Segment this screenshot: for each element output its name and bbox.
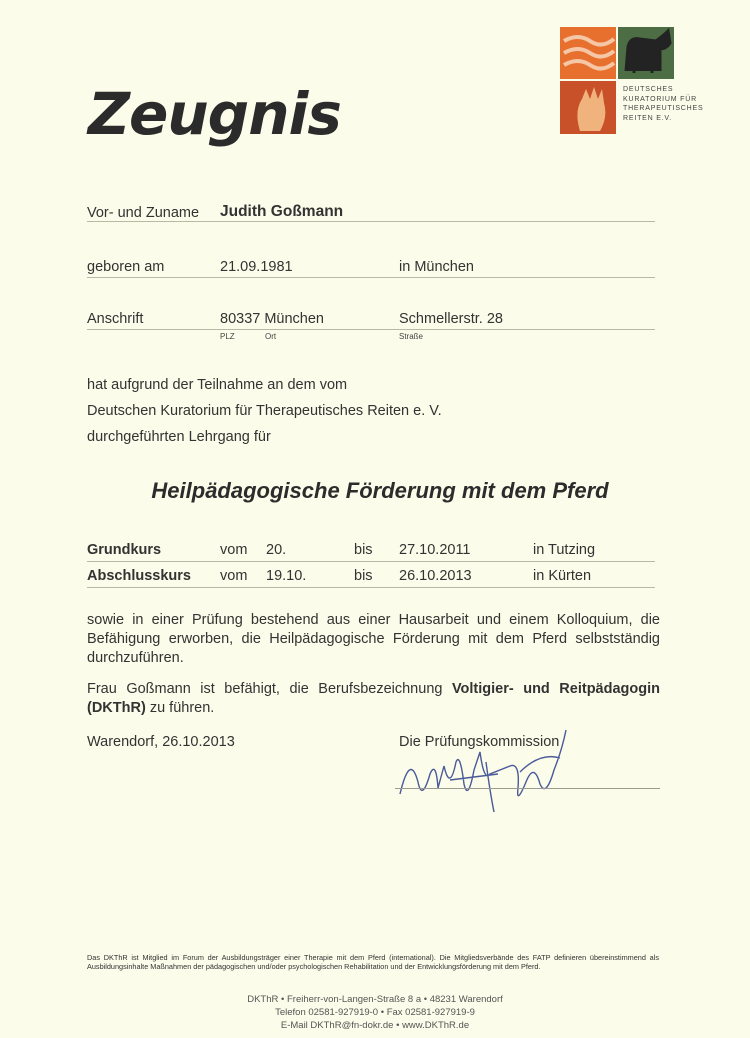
course-bis: bis (354, 568, 373, 584)
signature (390, 722, 590, 822)
name-label: Vor- und Zuname (87, 205, 200, 221)
title-paragraph (87, 680, 660, 718)
title-paragraph-pre: Frau Goßmann ist befähigt, die Berufsbezeichnung (87, 681, 452, 697)
course-vom: vom (220, 542, 248, 558)
address-street: Schmellerstr. 28 (399, 311, 503, 327)
course-vom: vom (220, 568, 248, 584)
born-date: 21.09.1981 (220, 259, 293, 275)
divider (87, 221, 655, 222)
logo-text (623, 85, 703, 123)
divider (87, 587, 655, 588)
sub-strasse: Straße (399, 332, 424, 341)
qualification-paragraph: sowie in einer Prüfung bestehend aus einer Hausarbeit und einem Kolloquium, die Befähigung erworben, die Heilpädagogische Förderung mit dem Pferd selbstständig durchzuführen. (87, 612, 660, 666)
footer-address: DKThR • Freiherr-von-Langen-Straße 8 a • 48231 Warendorf (247, 994, 503, 1005)
course-bis: bis (354, 542, 373, 558)
course-name: Grundkurs (87, 542, 162, 558)
place-date: Warendorf, 26.10.2013 (87, 734, 235, 750)
professional-title: Voltigier- und Reitpädagogin (DKThR) (87, 681, 660, 716)
address-label: Anschrift (87, 311, 144, 327)
born-label: geboren am (87, 259, 165, 275)
person-name: Judith Goßmann (220, 203, 344, 220)
footer-phone: Telefon 02581-927919-0 • Fax 02581-927919-9 (275, 1007, 475, 1018)
sub-ort: Ort (265, 332, 277, 341)
intro-line: durchgeführten Lehrgang für (87, 429, 271, 445)
sub-plz: PLZ (220, 332, 235, 341)
course-place: in Tutzing (533, 542, 596, 558)
divider (87, 329, 655, 330)
address-city: 80337 München (220, 311, 324, 327)
course-from: 20. (266, 542, 287, 558)
course-name: Abschlusskurs (87, 568, 191, 584)
course-from: 19.10. (266, 568, 307, 584)
title-paragraph-post: zu führen. (145, 700, 215, 716)
logo-line: REITEN E.V. (623, 114, 672, 122)
divider (87, 277, 655, 278)
footer-email: E-Mail DKThR@fn-dokr.de • www.DKThR.de (280, 1020, 470, 1031)
signature-line (395, 788, 660, 789)
document-title: Zeugnis (88, 80, 341, 148)
logo-line: THERAPEUTISCHES (623, 105, 704, 112)
course-place: in Kürten (533, 568, 592, 584)
course-to: 27.10.2011 (399, 542, 471, 558)
logo-line: KURATORIUM FÜR (623, 95, 697, 103)
divider (87, 561, 655, 562)
born-place: in München (399, 259, 474, 275)
intro-line: hat aufgrund der Teilnahme an dem vom (87, 377, 348, 393)
committee-label: Die Prüfungskommission (399, 734, 560, 750)
logo-line: DEUTSCHES (623, 86, 674, 93)
course-to: 26.10.2013 (399, 568, 472, 584)
footer-note: Das DKThR ist Mitglied im Forum der Ausbildungsträger einer Therapie mit dem Pferd (international). Die Mitgliedsverbände des FATP definieren übereinstimmend als Ausbildungsinhalte Maßnahmen der pädagogischen und/oder psychologischen Rehabilitation und der Entwicklungsförderung mit dem Pferd. (87, 953, 659, 971)
course-title: Heilpädagogische Förderung mit dem Pferd (151, 478, 609, 503)
signature-graphic (390, 722, 590, 822)
intro-line: Deutschen Kuratorium für Therapeutisches Reiten e. V. (87, 403, 442, 419)
